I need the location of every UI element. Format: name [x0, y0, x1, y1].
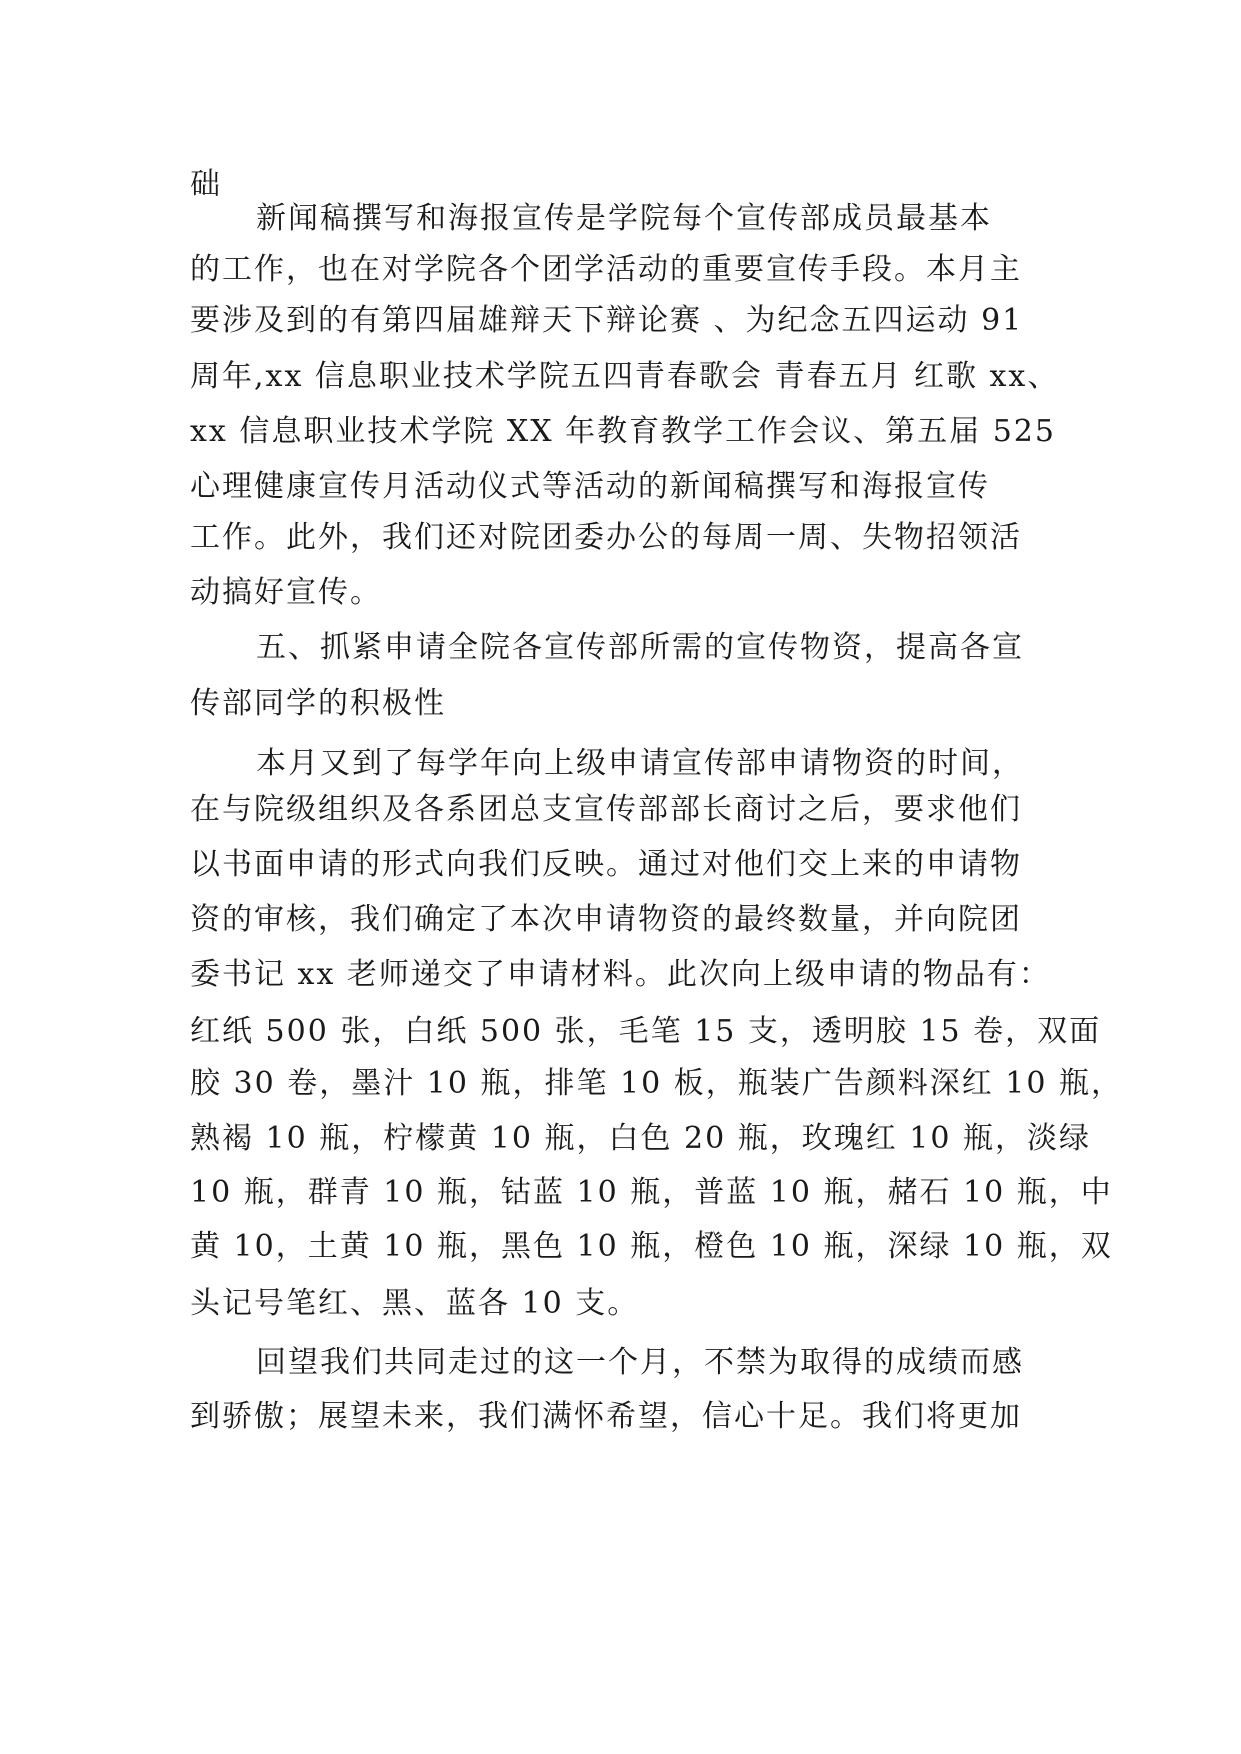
text-line: 到骄傲；展望未来，我们满怀希望，信心十足。我们将更加	[190, 1399, 1022, 1434]
text-line: 心理健康宣传月活动仪式等活动的新闻稿撰写和海报宣传	[190, 469, 990, 504]
text-line: 头记号笔红、黑、蓝各 10 支。	[190, 1286, 640, 1321]
text-line: 熟褐 10 瓶，柠檬黄 10 瓶，白色 20 瓶，玫瑰红 10 瓶，淡绿	[190, 1121, 1091, 1156]
text-line: 胶 30 卷，墨汁 10 瓶，排笔 10 板，瓶装广告颜料深红 10 瓶，	[190, 1066, 1123, 1101]
text-line: 工作。此外，我们还对院团委办公的每周一周、失物招领活	[190, 520, 1022, 555]
text-line: xx 信息职业技术学院 XX 年教育教学工作会议、第五届 525	[190, 414, 1056, 449]
paragraph-first-line: 本月又到了每学年向上级申请宣传部申请物资的时间，	[256, 746, 1024, 781]
text-line: 红纸 500 张，白纸 500 张，毛笔 15 支，透明胶 15 卷，双面	[190, 1014, 1102, 1049]
text-line: 以书面申请的形式向我们反映。通过对他们交上来的申请物	[190, 847, 1022, 882]
section-heading: 五、抓紧申请全院各宣传部所需的宣传物资，提高各宣	[256, 630, 1024, 665]
text-line: 动搞好宣传。	[190, 575, 382, 610]
section-heading-continued: 传部同学的积极性	[190, 686, 446, 721]
text-line: 资的审核，我们确定了本次申请物资的最终数量，并向院团	[190, 902, 1022, 937]
text-line: 础	[190, 167, 222, 202]
text-line: 黄 10，土黄 10 瓶，黑色 10 瓶，橙色 10 瓶，深绿 10 瓶，双	[190, 1229, 1113, 1264]
paragraph-first-line: 新闻稿撰写和海报宣传是学院每个宣传部成员最基本	[256, 201, 992, 236]
paragraph-first-line: 回望我们共同走过的这一个月，不禁为取得的成绩而感	[256, 1345, 1024, 1380]
text-line: 10 瓶，群青 10 瓶，钴蓝 10 瓶，普蓝 10 瓶，赭石 10 瓶，中	[190, 1175, 1113, 1210]
text-line: 委书记 xx 老师递交了申请材料。此次向上级申请的物品有：	[190, 957, 1051, 992]
text-line: 在与院级组织及各系团总支宣传部部长商讨之后，要求他们	[190, 792, 1022, 827]
text-line: 的工作，也在对学院各个团学活动的重要宣传手段。本月主	[190, 252, 1022, 287]
text-line: 要涉及到的有第四届雄辩天下辩论赛 、为纪念五四运动 91	[190, 303, 1024, 338]
text-line: 周年,xx 信息职业技术学院五四青春歌会 青春五月 红歌 xx、	[190, 359, 1060, 394]
